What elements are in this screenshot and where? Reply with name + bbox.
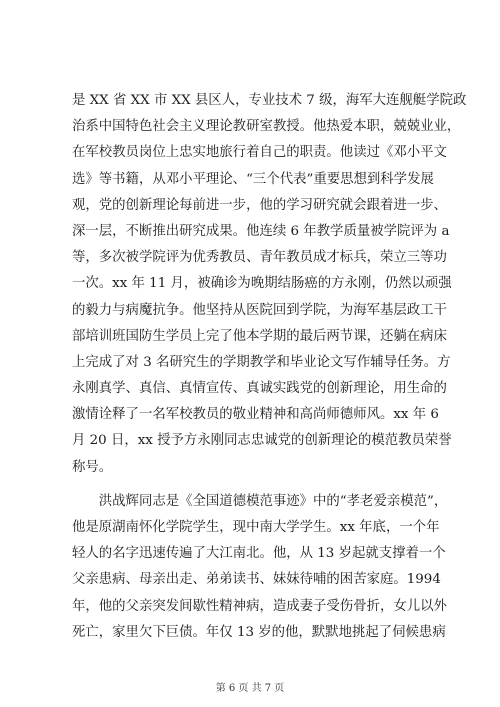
paragraph (72, 88, 467, 481)
text-line: 轻人的名字迅速传遍了大江南北。他，从 13 岁起就支撑着一个 (72, 546, 446, 562)
text-line: 观，党的创新理论每前进一步，他的学习研究就会跟着进一步、 (72, 197, 447, 213)
text-line: 称号。 (72, 459, 113, 475)
text-line: 一次。xx 年 11 月，被确诊为晚期结肠癌的方永刚，仍然以顽强 (72, 276, 452, 292)
text-line: 是 XX 省 XX 市 XX 县区人，专业技术 7 级，海军大连舰艇学院政 (72, 93, 467, 108)
text-line: 的毅力与病魔抗争。他坚持从医院回到学院，为海军基层政工干 (72, 302, 447, 318)
paragraph (72, 489, 448, 646)
document-body (72, 88, 467, 646)
text-line: 激情诠释了一名军校教员的敬业精神和高尚师德师风。xx 年 6 (72, 407, 439, 423)
text-line: 在军校教员岗位上忠实地旅行着自己的职责。他读过《邓小平文 (72, 145, 447, 161)
text-line: 月 20 日，xx 授予方永刚同志忠诚党的创新理论的模范教员荣誉 (72, 433, 452, 449)
text-line: 治系中国特色社会主义理论教研室教授。他热爱本职，兢兢业业， (72, 119, 461, 135)
text-line: 深一层，不断推出研究成果。他连续 6 年教学质量被学院评为 a (72, 223, 450, 239)
text-line: 部培训班国防生学员上完了他本学期的最后两节课，还躺在病床 (72, 328, 447, 344)
page-footer: 第 6 页 共 7 页 (215, 683, 285, 694)
text-line: 年，他的父亲突发间歇性精神病，造成妻子受伤骨折，女儿以外 (72, 598, 447, 614)
text-line: 死亡，家里欠下巨债。年仅 13 岁的他，默默地挑起了伺候患病 (72, 624, 446, 640)
text-line: 永刚真学、真信、真情宣传、真诚实践党的创新理论，用生命的 (72, 381, 447, 397)
text-line: 上完成了对 3 名研究生的学期教学和毕业论文写作辅导任务。方 (72, 354, 451, 370)
text-line: 选》等书籍，从邓小平理论、“三个代表”重要思想到科学发展 (72, 171, 434, 187)
text-line: 父亲患病、母亲出走、弟弟读书、妹妹待哺的困苦家庭。1994 (72, 572, 441, 588)
text-line: 等，多次被学院评为优秀教员、青年教员成才标兵，荣立三等功 (72, 250, 447, 266)
text-line: 他是原湖南怀化学院学生，现中南大学学生。xx 年底，一个年 (72, 520, 440, 535)
text-line: 洪战辉同志是《全国道德模范事迹》中的“孝老爱亲模范”， (72, 493, 448, 509)
paragraph-spacer (72, 481, 428, 489)
